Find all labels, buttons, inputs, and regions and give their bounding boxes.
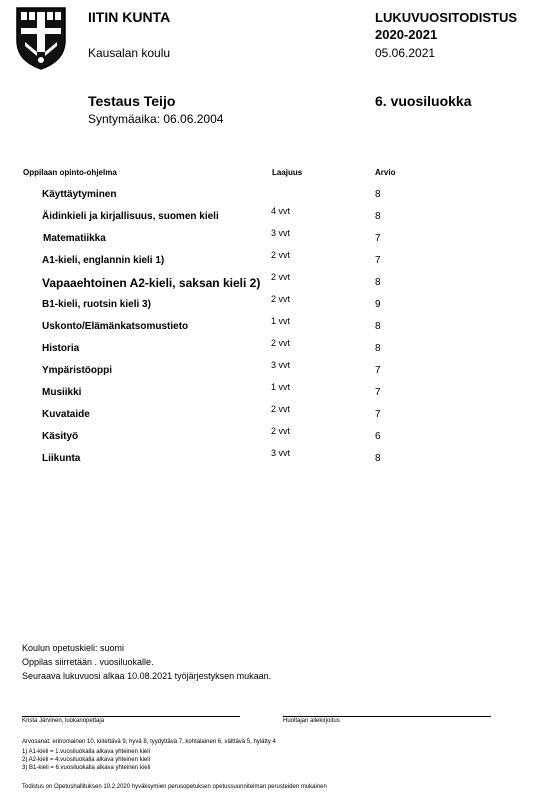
subject-name: Vapaaehtoinen A2-kieli, saksan kieli 2) [42, 276, 261, 290]
transfer-note: Oppilas siirretään . vuosiluokalle. [22, 657, 154, 667]
table-row [0, 404, 558, 426]
column-header-extent: Laajuus [272, 168, 303, 177]
subject-extent: 2 vvt [271, 294, 291, 304]
subject-name: Käsityö [42, 431, 79, 442]
legal-note: Todistus on Opetushallituksen 10.2.2020 hyväksymien perusopetuksen opetussuunnitelman perusteiden mukainen [22, 784, 327, 790]
birth-date: Syntymäaika: 06.06.2004 [88, 112, 224, 126]
subject-extent: 3 vvt [271, 360, 291, 370]
subject-grade: 8 [375, 343, 381, 354]
subject-extent: 1 vvt [271, 382, 291, 392]
subject-grade: 9 [375, 299, 381, 310]
table-row [0, 294, 558, 316]
subject-grade: 8 [375, 189, 381, 200]
subject-grade: 8 [375, 277, 381, 288]
subject-grade: 6 [375, 431, 381, 442]
table-row [0, 426, 558, 448]
school-name: Kausalan koulu [88, 46, 171, 60]
subject-grade: 7 [375, 365, 381, 376]
subject-name: Käyttäytyminen [42, 189, 117, 200]
footnote-1: 1) A1-kieli = 1.vuosiluokalla alkava yhteinen kieli [22, 749, 150, 755]
subject-grade: 8 [375, 211, 381, 222]
footnote-2: 2) A2-kieli = 4.vuosiluokalla alkava yhteinen kieli [22, 757, 150, 763]
table-row [0, 316, 558, 338]
teacher-name: Krista Järvinen, luokanopettaja [22, 718, 105, 724]
subject-grade: 7 [375, 387, 381, 398]
subject-name: Äidinkieli ja kirjallisuus, suomen kieli [42, 211, 219, 222]
subject-name: Liikunta [42, 453, 81, 464]
document-title: LUKUVUOSITODISTUS [375, 10, 518, 25]
subject-name: Kuvataide [42, 409, 90, 420]
guardian-signature-line [283, 716, 491, 717]
student-name: Testaus Teijo [88, 93, 176, 109]
subject-grade: 8 [375, 321, 381, 332]
subject-name: Ympäristöoppi [42, 365, 113, 376]
issue-date: 05.06.2021 [375, 46, 436, 60]
subject-name: B1-kieli, ruotsin kieli 3) [42, 299, 151, 310]
subject-extent: 1 vvt [271, 316, 291, 326]
footnote-3: 3) B1-kieli = 6.vuosiluokalla alkava yhteinen kieli [22, 765, 151, 771]
subject-extent: 2 vvt [271, 426, 291, 436]
subject-name: Historia [42, 343, 80, 354]
table-row [0, 206, 558, 228]
grading-scale: Arvosanat: erinomainen 10, kiitettävä 9, hyvä 8, tyydyttävä 7, kohtalainen 6, välttävä 5, hylätty 4 [22, 739, 276, 745]
column-header-subject: Oppilaan opinto-ohjelma [23, 168, 117, 177]
subject-extent: 2 vvt [271, 338, 291, 348]
table-row [0, 382, 558, 404]
subject-grade: 8 [375, 453, 381, 464]
school-year: 2020-2021 [375, 27, 438, 42]
subject-grade: 7 [375, 233, 381, 244]
table-row [0, 228, 558, 250]
guardian-signature-label: Huoltajan allekirjoitus [283, 718, 340, 724]
table-row [0, 360, 558, 382]
subject-extent: 3 vvt [271, 228, 291, 238]
subject-name: Uskonto/Elämänkatsomustieto [42, 321, 189, 332]
subject-name: A1-kieli, englannin kieli 1) [42, 255, 165, 266]
organization-name: IITIN KUNTA [88, 9, 171, 25]
table-row [0, 250, 558, 272]
subject-grade: 7 [375, 255, 381, 266]
language-note: Koulun opetuskieli: suomi [22, 643, 125, 653]
subject-extent: 2 vvt [271, 272, 291, 282]
column-header-grade: Arvio [375, 168, 396, 177]
subject-extent: 2 vvt [271, 404, 291, 414]
municipal-crest-icon [15, 6, 67, 70]
subject-extent: 3 vvt [271, 448, 291, 458]
teacher-signature-line [22, 716, 240, 717]
grade-level: 6. vuosiluokka [375, 93, 472, 109]
table-row [0, 338, 558, 360]
subject-extent: 2 vvt [271, 250, 291, 260]
subject-extent: 4 vvt [271, 206, 291, 216]
table-row [0, 448, 558, 470]
table-row [0, 184, 558, 206]
subject-name: Matematiikka [43, 233, 106, 244]
next-year-note: Seuraava lukuvuosi alkaa 10.08.2021 työjärjestyksen mukaan. [22, 671, 272, 681]
subject-grade: 7 [375, 409, 381, 420]
subject-name: Musiikki [42, 387, 82, 398]
table-row [0, 272, 558, 294]
